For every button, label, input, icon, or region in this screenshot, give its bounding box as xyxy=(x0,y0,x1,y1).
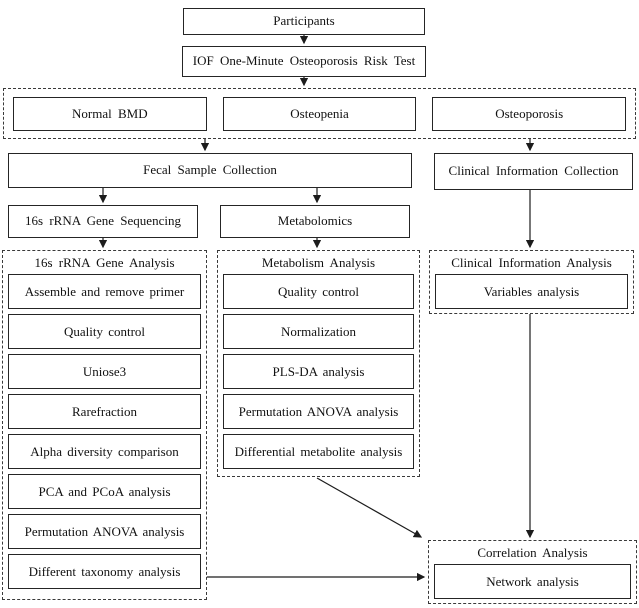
panel-metabolism-analysis xyxy=(217,250,420,477)
arrow-metabolism-analysis-to-correlation xyxy=(317,478,421,537)
flow-box-clinical-information-collection: Clinical Information Collection xyxy=(434,153,633,190)
panel-rrna-title: 16s rRNA Gene Analysis xyxy=(34,255,175,270)
step-pls-da-analysis: PLS-DA analysis xyxy=(223,354,414,389)
step-alpha-diversity-comparison: Alpha diversity comparison xyxy=(8,434,201,469)
flow-box-osteopenia: Osteopenia xyxy=(223,97,417,131)
step-assemble-and-remove-primer: Assemble and remove primer xyxy=(8,274,201,309)
flow-box-normal-bmd: Normal BMD xyxy=(13,97,207,131)
panel-rrna-items xyxy=(8,274,201,596)
panel-metabolism-items xyxy=(223,274,414,473)
panel-clinical-items xyxy=(435,274,628,310)
flow-box-risk-test: IOF One-Minute Osteoporosis Risk Test xyxy=(182,46,426,77)
flow-box-participants: Participants xyxy=(183,8,425,35)
panel-rrna-gene-analysis xyxy=(2,250,207,600)
step-quality-control-rrna: Quality control xyxy=(8,314,201,349)
step-uniose3: Uniose3 xyxy=(8,354,201,389)
panel-correlation-title: Correlation Analysis xyxy=(477,545,588,560)
panel-metabolism-title: Metabolism Analysis xyxy=(261,255,376,270)
flow-box-metabolomics: Metabolomics xyxy=(220,205,410,238)
step-permutation-anova-analysis-metabolism: Permutation ANOVA analysis xyxy=(223,394,414,429)
panel-correlation-items xyxy=(434,564,631,600)
panel-clinical-title: Clinical Information Analysis xyxy=(451,255,612,270)
group-box-bmd-categories xyxy=(3,88,636,139)
step-differential-metabolite-analysis: Differential metabolite analysis xyxy=(223,434,414,469)
step-normalization: Normalization xyxy=(223,314,414,349)
step-pca-and-pcoa-analysis: PCA and PCoA analysis xyxy=(8,474,201,509)
step-quality-control-metabolism: Quality control xyxy=(223,274,414,309)
step-permutation-anova-analysis-rrna: Permutation ANOVA analysis xyxy=(8,514,201,549)
panel-correlation-analysis xyxy=(428,540,637,604)
step-different-taxonomy-analysis: Different taxonomy analysis xyxy=(8,554,201,589)
step-variables-analysis: Variables analysis xyxy=(435,274,628,309)
step-rarefraction: Rarefraction xyxy=(8,394,201,429)
panel-clinical-information-analysis xyxy=(429,250,634,314)
flow-box-16s-rrna-gene-sequencing: 16s rRNA Gene Sequencing xyxy=(8,205,198,238)
flow-box-osteoporosis: Osteoporosis xyxy=(432,97,626,131)
step-network-analysis: Network analysis xyxy=(434,564,631,599)
flow-box-fecal-sample-collection: Fecal Sample Collection xyxy=(8,153,412,188)
